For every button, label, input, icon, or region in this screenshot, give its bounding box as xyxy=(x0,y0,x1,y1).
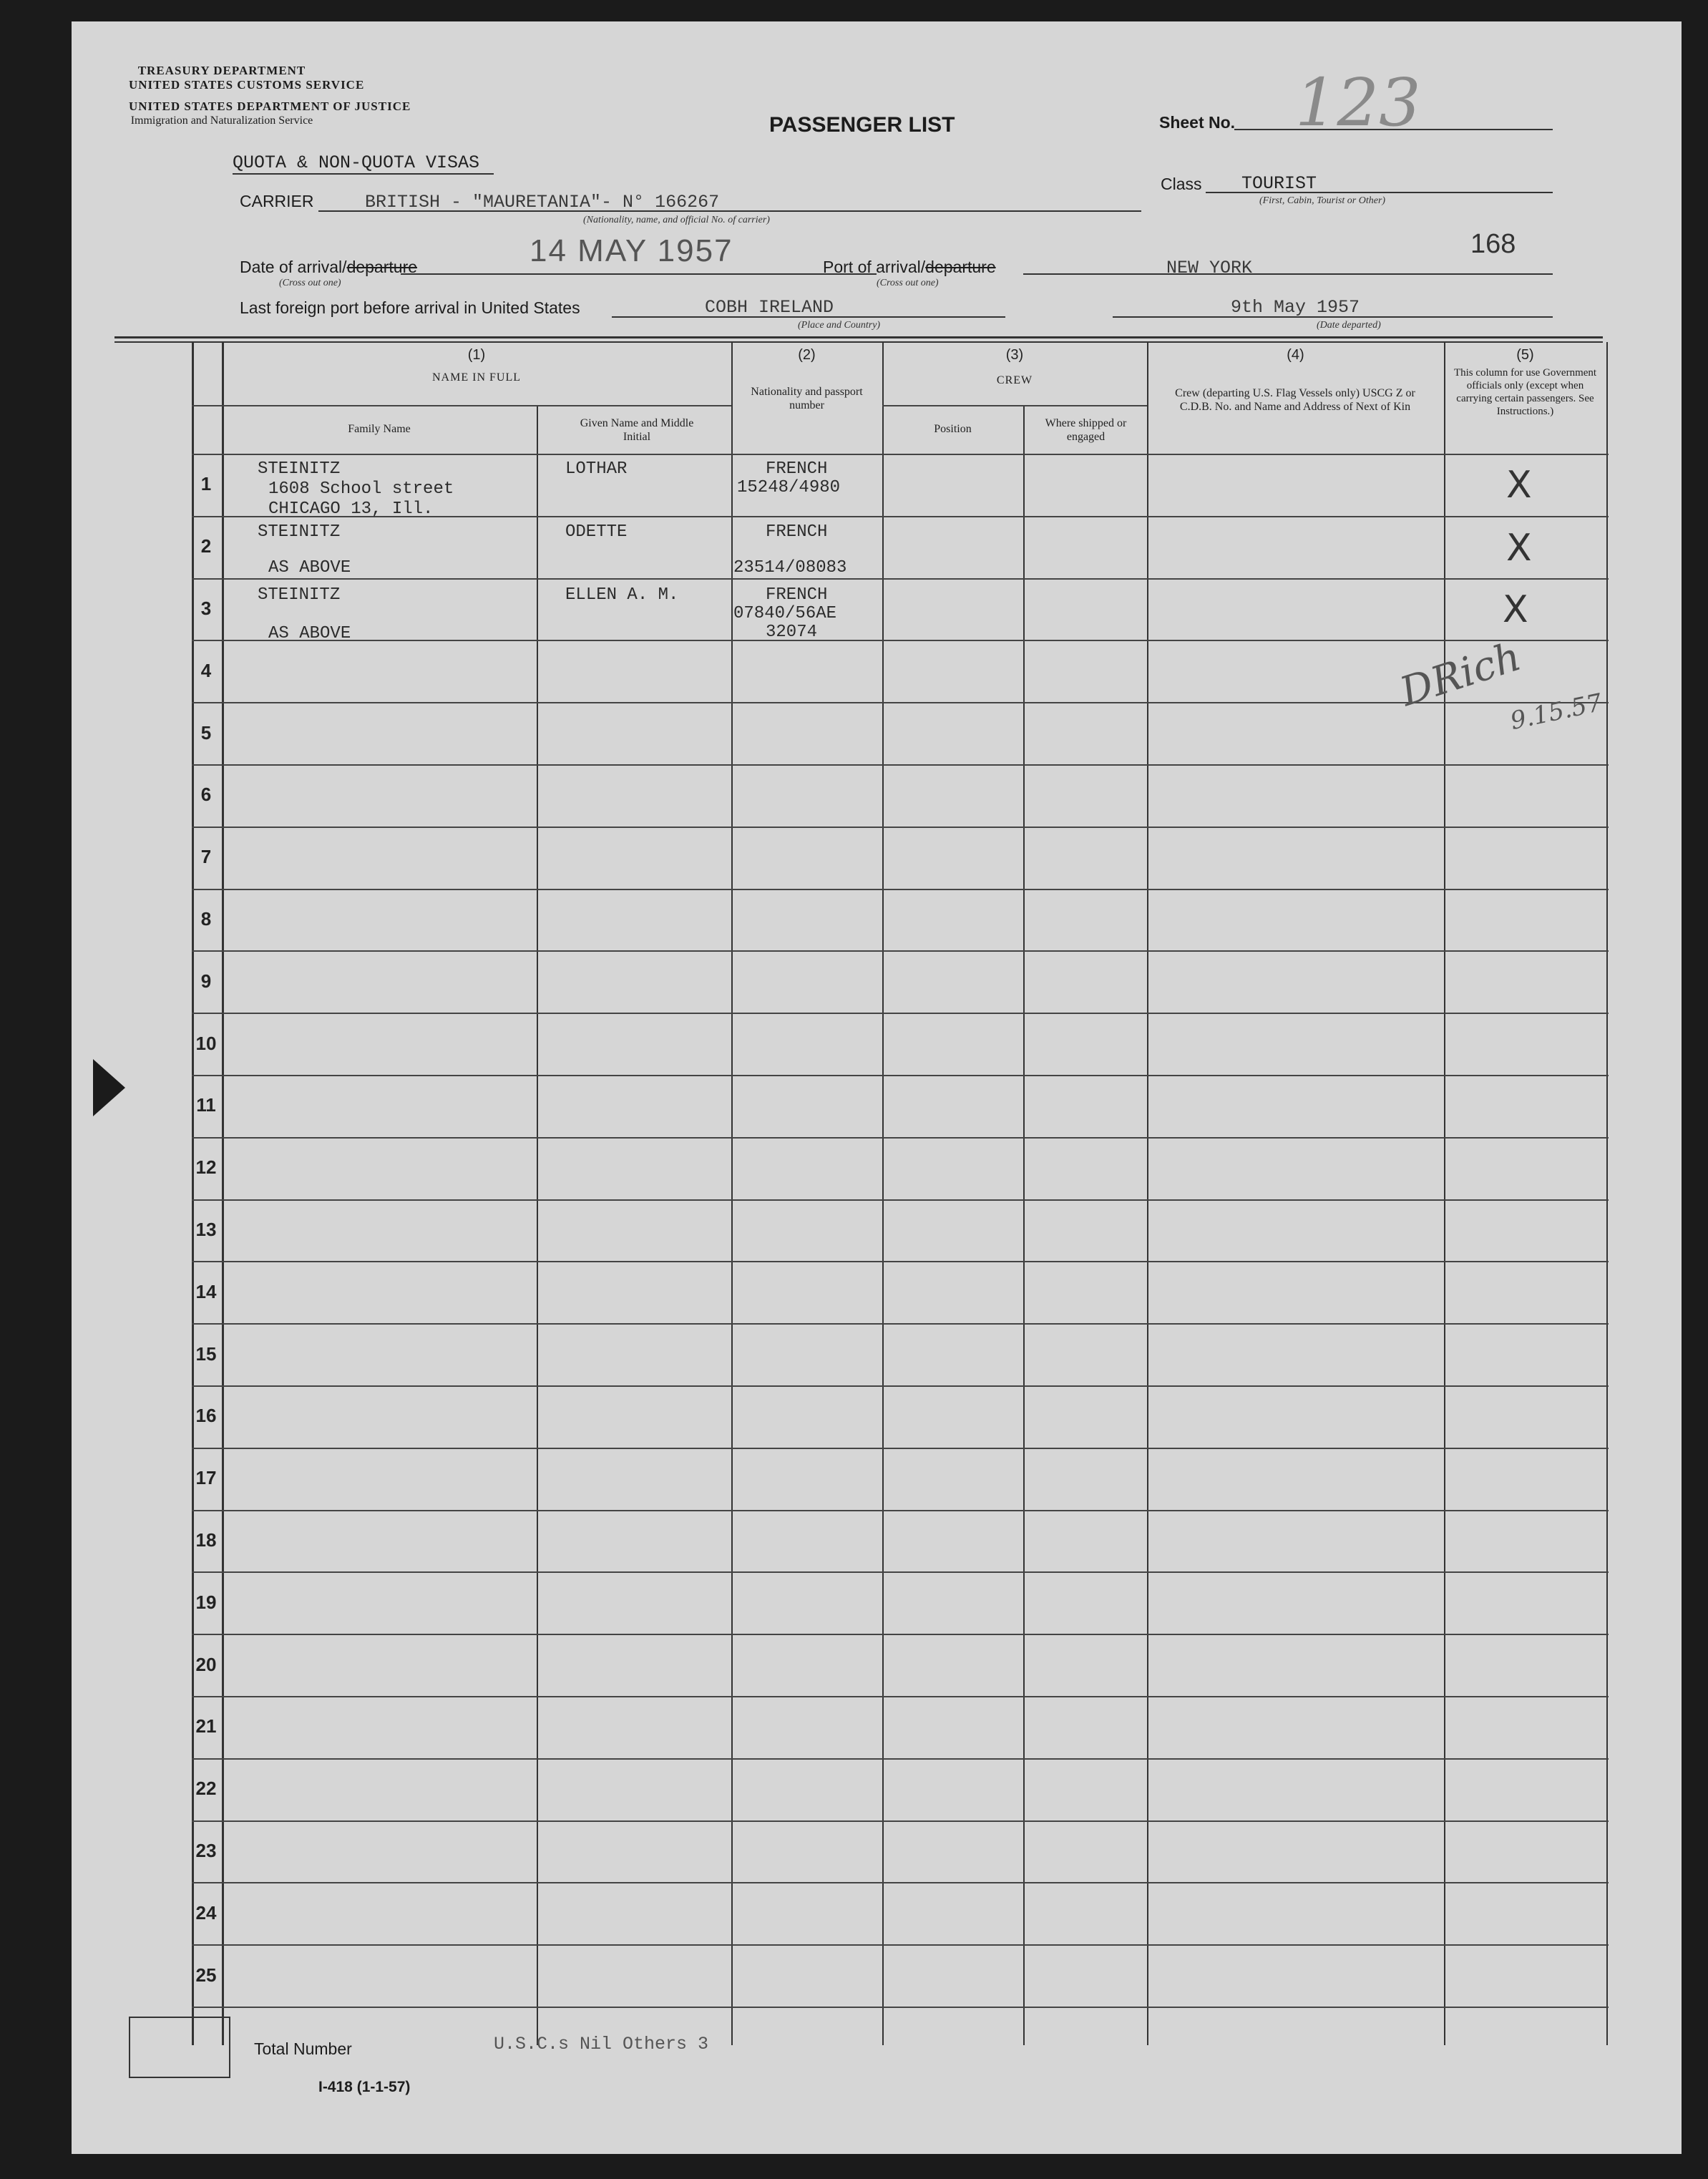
row-number: 18 xyxy=(195,1529,217,1551)
row-number: 24 xyxy=(195,1901,217,1924)
row-number: 1 xyxy=(200,473,212,495)
col4-title: Crew (departing U.S. Flag Vessels only) USCG Z or C.D.B. No. and Name and Address of Next of Kin xyxy=(1175,387,1415,413)
address-line: AS ABOVE xyxy=(268,624,351,643)
last-port-value: COBH IRELAND xyxy=(705,297,834,318)
row-divider xyxy=(192,1571,1609,1573)
agency-ins: Immigration and Naturalization Service xyxy=(130,114,313,127)
class-caption: (First, Cabin, Tourist or Other) xyxy=(1259,195,1386,206)
port-caption: (Cross out one) xyxy=(877,278,939,288)
row-number: 15 xyxy=(195,1342,217,1365)
row-divider xyxy=(192,640,1609,641)
official-initials: DRich xyxy=(1395,633,1527,716)
nationality: FRENCH xyxy=(766,522,828,542)
address-line: 1608 School street xyxy=(268,479,454,499)
row-divider xyxy=(192,827,1609,828)
row-number: 10 xyxy=(195,1032,217,1054)
col5-title: This column for use Government officials only (except when carrying certain passengers. See Instructions.) xyxy=(1453,367,1597,417)
port-label: Port of arrival/departure xyxy=(823,258,996,276)
agency-customs: UNITED STATES CUSTOMS SERVICE xyxy=(129,78,365,92)
col4-number: (4) xyxy=(1287,347,1304,363)
carrier-value: BRITISH - "MAURETANIA"- N° 166267 xyxy=(365,192,720,213)
row-divider xyxy=(192,1758,1609,1760)
row-divider xyxy=(192,1882,1609,1883)
passenger-list-sheet xyxy=(72,21,1682,2154)
carrier-caption: (Nationality, name, and official No. of carrier) xyxy=(583,215,770,225)
address-line: CHICAGO 13, Ill. xyxy=(268,499,434,519)
date-departed-value: 9th May 1957 xyxy=(1231,297,1360,318)
col1a-family-name: Family Name xyxy=(348,423,411,435)
address-line: AS ABOVE xyxy=(268,558,351,577)
row-divider xyxy=(192,889,1609,890)
total-label: Total Number xyxy=(254,2039,352,2058)
passport-number-cont: 32074 xyxy=(766,623,818,642)
family-name: STEINITZ xyxy=(258,459,341,479)
row-number: 21 xyxy=(195,1715,217,1737)
row-number: 11 xyxy=(196,1094,216,1116)
row-number: 8 xyxy=(200,908,212,930)
row-number: 22 xyxy=(195,1778,217,1800)
row-number: 14 xyxy=(195,1280,217,1302)
col2-number: (2) xyxy=(798,347,816,363)
row-number: 13 xyxy=(195,1219,217,1240)
row-divider xyxy=(192,702,1609,703)
given-name: LOTHAR xyxy=(565,459,628,479)
col3b-where-shipped: Where shipped or engaged xyxy=(1045,417,1127,443)
row-number: 3 xyxy=(200,598,212,619)
row-number: 23 xyxy=(195,1840,217,1861)
row-divider xyxy=(192,2007,1609,2008)
given-name: ELLEN A. M. xyxy=(565,585,679,605)
family-name: STEINITZ xyxy=(258,585,341,605)
total-value: U.S.C.s Nil Others 3 xyxy=(494,2034,709,2054)
col3-title: CREW xyxy=(996,374,1033,386)
official-mark: X xyxy=(1506,464,1532,507)
official-mark: X xyxy=(1506,527,1532,570)
col2-title: Nationality and passport number xyxy=(751,386,863,411)
number-168: 168 xyxy=(1470,229,1516,259)
col1-number: (1) xyxy=(467,347,486,363)
row-divider xyxy=(192,1137,1609,1139)
row-divider xyxy=(192,1820,1609,1822)
col3a-position: Position xyxy=(934,423,972,435)
row-divider xyxy=(192,1075,1609,1076)
page-title: PASSENGER LIST xyxy=(769,113,955,137)
agency-justice: UNITED STATES DEPARTMENT OF JUSTICE xyxy=(129,99,411,113)
last-port-caption: (Place and Country) xyxy=(798,320,881,331)
row-number: 19 xyxy=(195,1591,217,1613)
family-name: STEINITZ xyxy=(258,522,341,542)
date-stamp: 14 MAY 1957 xyxy=(530,233,733,268)
form-number: I-418 (1-1-57) xyxy=(318,2079,411,2095)
row-divider xyxy=(192,578,1609,580)
row-divider xyxy=(192,1510,1609,1511)
row-divider xyxy=(192,1199,1609,1201)
sheet-no-label: Sheet No. xyxy=(1159,113,1236,132)
date-label: Date of arrival/departure xyxy=(240,258,418,276)
row-divider xyxy=(192,1944,1609,1946)
class-value: TOURIST xyxy=(1241,173,1317,194)
row-number: 20 xyxy=(195,1653,217,1675)
sheet-no-handwritten: 123 xyxy=(1295,64,1421,141)
passport-number: 23514/08083 xyxy=(733,558,847,577)
official-mark: X xyxy=(1503,588,1528,631)
row-divider xyxy=(192,1448,1609,1449)
official-initials-date: 9.15.57 xyxy=(1508,688,1605,736)
carrier-label: CARRIER xyxy=(240,192,314,210)
row-divider xyxy=(192,950,1609,952)
row-number: 2 xyxy=(200,535,212,557)
col1-title: NAME IN FULL xyxy=(432,371,521,384)
row-number: 17 xyxy=(195,1467,217,1489)
nationality: FRENCH xyxy=(766,585,828,605)
col1b-given-name: Given Name and Middle Initial xyxy=(580,417,694,443)
row-divider xyxy=(192,1634,1609,1635)
total-box xyxy=(129,2017,230,2078)
row-number: 9 xyxy=(200,970,212,992)
class-label: Class xyxy=(1161,175,1202,193)
row-number: 5 xyxy=(200,721,212,744)
row-divider xyxy=(192,764,1609,766)
last-port-label: Last foreign port before arrival in United States xyxy=(240,298,580,317)
passport-number: 07840/56AE xyxy=(733,604,837,623)
passport-number: 15248/4980 xyxy=(737,478,841,497)
row-number: 7 xyxy=(200,846,212,868)
row-number: 16 xyxy=(195,1405,217,1427)
row-divider xyxy=(192,1323,1609,1325)
row-number: 6 xyxy=(200,784,212,806)
row-number: 25 xyxy=(195,1964,217,1986)
col5-number: (5) xyxy=(1516,347,1534,363)
date-departed-caption: (Date departed) xyxy=(1317,320,1381,331)
row-divider xyxy=(192,1013,1609,1014)
nationality: FRENCH xyxy=(766,459,828,479)
row-divider xyxy=(192,1385,1609,1387)
col3-number: (3) xyxy=(1005,347,1024,363)
binding-mark xyxy=(93,1059,125,1116)
row-number: 4 xyxy=(200,659,212,681)
port-value: NEW YORK xyxy=(1166,258,1253,278)
visa-type: QUOTA & NON-QUOTA VISAS xyxy=(233,152,480,173)
row-divider xyxy=(192,1261,1609,1262)
given-name: ODETTE xyxy=(565,522,628,542)
agency-treasury: TREASURY DEPARTMENT xyxy=(137,64,306,77)
row-divider xyxy=(192,1696,1609,1697)
row-number: 12 xyxy=(195,1156,217,1179)
date-caption: (Cross out one) xyxy=(279,278,341,288)
